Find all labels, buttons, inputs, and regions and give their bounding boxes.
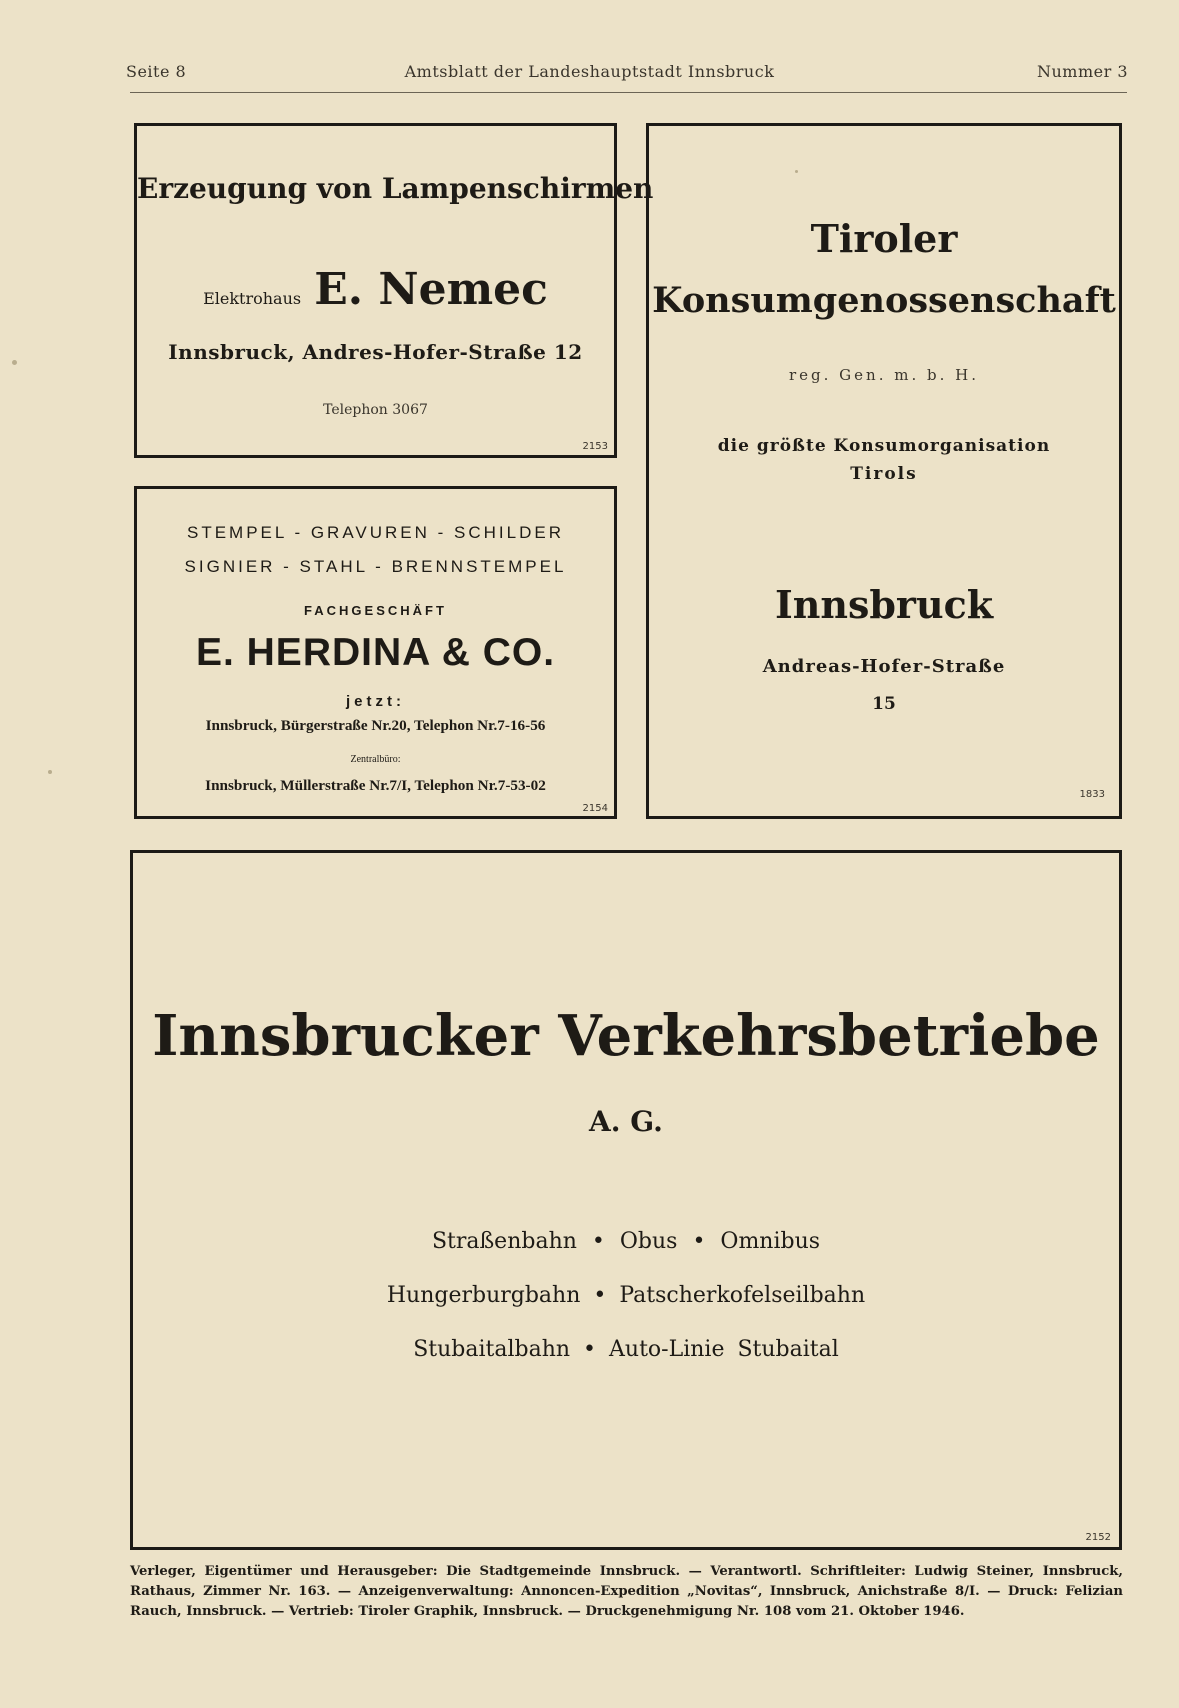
header-rule	[130, 92, 1127, 93]
ad-nemec-number: 2153	[582, 441, 608, 452]
issue-number-label: Nummer 3	[1036, 62, 1128, 81]
ad-herdina-address1: Innsbruck, Bürgerstraße Nr.20, Telephon Nr.7-16-56	[205, 717, 546, 734]
ad-nemec-address: Innsbruck, Andres-Hofer-Straße 12	[168, 340, 583, 364]
ad-ivb-number: 2152	[1085, 1532, 1111, 1543]
ad-konsum-title1: Tiroler	[810, 216, 958, 261]
ad-herdina-name: E. HERDINA & CO.	[195, 631, 556, 674]
ad-konsum-slogan2: Tirols	[850, 464, 918, 484]
publication-title: Amtsblatt der Landeshauptstadt Innsbruck	[404, 62, 775, 81]
ad-herdina-line1: STEMPEL - GRAVUREN - SCHILDER	[187, 523, 564, 542]
ad-konsum-legal: reg. Gen. m. b. H.	[789, 366, 979, 384]
paper-spot	[12, 360, 17, 365]
ad-nemec-prefix: Elektrohaus	[203, 289, 302, 308]
ad-konsum-title2: Konsumgenossenschaft	[652, 280, 1116, 321]
ad-ivb-line2: Hungerburgbahn • Patscherkofelseilbahn	[386, 1283, 866, 1308]
ad-konsum-house-no: 15	[872, 694, 896, 714]
ad-ivb-suffix: A. G.	[589, 1105, 663, 1138]
ad-nemec-headline: Erzeugung von Lampenschirmen	[137, 172, 654, 205]
ad-nemec-telephone: Telephon 3067	[323, 402, 428, 418]
ad-herdina-address2: Innsbruck, Müllerstraße Nr.7/I, Telephon Nr.7-53-02	[205, 777, 546, 794]
ad-herdina-number: 2154	[582, 803, 608, 814]
ad-nemec	[134, 123, 654, 458]
ad-herdina	[134, 486, 617, 819]
ad-herdina-line2: SIGNIER - STAHL - BRENNSTEMPEL	[184, 557, 567, 576]
paper-spot	[48, 770, 52, 774]
ad-ivb-line1: Straßenbahn • Obus • Omnibus	[431, 1229, 821, 1254]
page-number-label: Seite 8	[126, 62, 187, 81]
ad-herdina-office-label: Zentralbüro:	[350, 754, 401, 765]
ad-nemec-name: E. Nemec	[314, 264, 548, 315]
imprint-footer: Verleger, Eigentümer und Herausgeber: Die Stadtgemeinde Innsbruck. — Verantwortl. Schriftleiter: Ludwig Steiner, Innsbruck, Rathaus, Zimmer Nr. 163. — Anzeigenverwaltung: Annoncen-Expedition „Novitas“, Innsbruck, Anichstraße 8/I. — Druck: Felizian Rauch, Innsbruck. — Vertrieb: Tiroler Graphik, Innsbruck. — Druckgenehmigung Nr. 108 vom 21. Oktober 1946.	[130, 1564, 1123, 1619]
ad-konsum-slogan1: die größte Konsumorganisation	[717, 436, 1051, 456]
ad-verkehrsbetriebe	[130, 850, 1122, 1550]
paper-spot	[795, 170, 798, 173]
ad-konsum-street: Andreas-Hofer-Straße	[762, 656, 1006, 677]
ad-nemec-name-line	[137, 264, 614, 315]
ad-herdina-now: jetzt:	[346, 693, 405, 710]
ad-ivb-title: Innsbrucker Verkehrsbetriebe	[152, 1003, 1100, 1069]
ad-konsum-number: 1833	[1079, 789, 1105, 800]
ad-konsum-city: Innsbruck	[774, 582, 994, 627]
ad-ivb-line3: Stubaitalbahn • Auto-Linie Stubaital	[413, 1337, 839, 1362]
ad-konsum	[646, 123, 1122, 819]
ad-herdina-kind: FACHGESCHÄFT	[304, 603, 447, 618]
